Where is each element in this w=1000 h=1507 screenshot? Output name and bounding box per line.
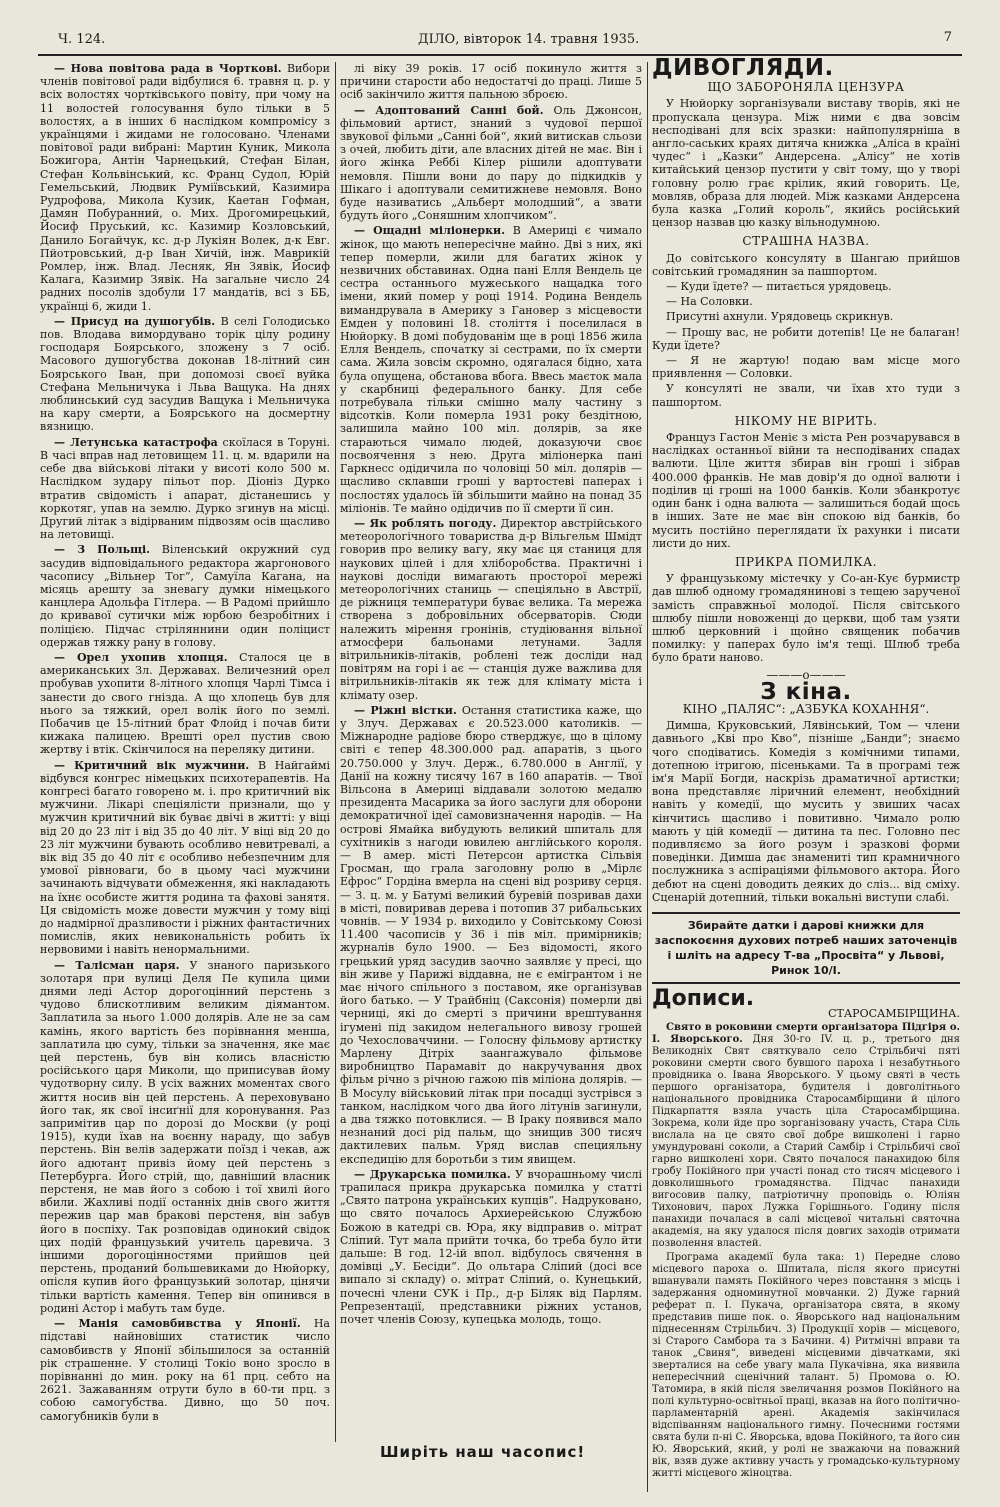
news-headline: — Друкарська помилка. (354, 1167, 511, 1181)
news-text: скоїлася в Торуні. В часі вправ над летовищем 11. ц. м. вдарили на себе два військові літаки у висоті коло 500 м. Наслідком зудару пільот пор. Діоніз Дурко втратив свідомість і апарат, дістанешись у коркотяг, упав на землю. Дурко згинув на місці. Другий літак з відірваним підвозям осів щасливо на летовищі. (40, 435, 330, 542)
news-headline: — Орел ухопив хлопця. (54, 650, 228, 664)
news-headline: — Як роблять погоду. (354, 516, 497, 530)
news-item (40, 543, 330, 649)
news-item (340, 224, 642, 514)
curiosity-title: ПРИКРА ПОМИЛКА. (734, 554, 878, 569)
curiosity-paragraph: Присутні ахнули. Урядовець скрикнув. (666, 310, 894, 324)
news-item (340, 104, 642, 223)
news-text: В селі Голодисько пов. Влодава вимордувано торік цілу родину господаря Боярського, зложену з 7 осіб. Масового душогубства доконав 18-літний син Боярського Іван, при допомозі своєї вуйка Стефана Мельничука і Льва Ващука. На днях люблинський суд засудив Ващука і Мельничука на кару смерти, а Боярського на досмертну вязницю. (40, 314, 330, 434)
curiosity-paragraph: До совітського консуляту в Шангаю прийшов совітський громадянин за пашпортом. (652, 251, 960, 278)
news-text: В Америці є чимало жінок, що мають непересічне майно. Дві з них, які тепер померли, жили для багатих жінок у незвичних обставинах. Одна пані Елля Вендель це сестра останнього мужеського нащадка того імени, який помер у році 1914. Родина Вендель вимандрувала в Америку з Гановер з місцевости Емден у половині 18. століття і поселилася в Нюйорку. В домі побудованім ще в році 1856 жила Елля Вендель, спочатку зі сестрами, по їх смерти сама. Жила зовсім скромно, одягалася бідно, хата була опущена, обстанова вбога. Ввесь маєток мала у скарбниці федерального банку. Для себе потребувала тільки смішно малу частину з відсотків. Коли померла 1931 року бездітною, залишила майно 100 міл. долярів, за яке стараються чимало людей, доказуючи своє посвоячення з нею. Друга міліонерка пані Гаркнесс одідичила по чоловіці 50 міл. долярів — щасливо склавши гроші у вартостеві паперах і послостях удалось їй збільшити майно на понад 35 міліонів. Те майно одідичив по її смерти її син. (340, 224, 643, 515)
section-title-cinema: З кіна. (760, 678, 852, 705)
news-item (340, 1168, 642, 1326)
news-headline: — Ощадні міліонерки. (354, 224, 506, 238)
news-item (40, 1317, 330, 1423)
column-rule (335, 62, 336, 1442)
news-text: Оль Джонсон, фільмовий артист, знаний з чудової першої звукової фільми „Санні бой“, який витискав сльози з очей, любить діти, але власних дітей не має. Він і його жінка Реббі Кілер рішили адоптувати немовля. Пішли вони до пару до підкидків у Шікаго і адоптували семитижневе немовля. Воно буде називатись „Альберт молодший“, а звати будуть його „Соняшним хлопчиком“. (340, 103, 642, 223)
curiosity-title: ЩО ЗАБОРОНЯЛА ЦЕНЗУРА (707, 80, 905, 95)
curiosity-paragraph: Француз Гастон Меніє з міста Рен розчарувався в наслідках останньої війни та несподіваних спадах валюти. Ціле життя збирав він гроші і зібрав 400.000 франків. Не мав довір'я до одної валюти і поділив ці гроші на 1000 банків. Коли збанкротує один банк і одна валюта — залишиться бодай щось в інших. Зате не має він спокою від банків, бо мусить постійно переглядати їх рахунки і писати листи до них. (652, 431, 960, 550)
curiosity-paragraph: У французькому містечку у Со-ан-Кує бурмистр дав шлюб одному громадянинові з тещею зарученої замість справжньої молодої. Після світського шлюбу пішли новоженці до церкви, щоб там узяти шлюб церковний і щойно священик побачив помилку: у паперах було ім'я тещі. Шлюб треба було брати наново. (652, 572, 960, 665)
news-headline: Свято в роковини смерти організатора Підгіря о. І. Яворського. (652, 1022, 960, 1046)
news-item (40, 315, 330, 434)
news-text: Дня 30-го IV. ц. р., третього дня Великодніх Свят святкувало село Стрільбичі пяті роковини смерти свого бувшого пароха і незабутнього провідника о. Івана Яворського. У цьому святі в честь першого організатора, будителя і довголітнього національного провідника Старосамбірщини й цілого Підкарпаття взяла участь ціла Старосамбірщина. Зокрема, коли йде про зорганізовану участь, Стара Сіль вислала на це свято свої добре вишколені і гарно умундуровані соколи, а Старий Самбір і Стрільбичі свої гарно вишколені хори. Свято почалося панахидою біля гробу Покійного при участі понад сто тисяч місцевого і довколишнього громадянства. Підчас панахиди вигосовив палку, патріотичну проповідь о. Юліян Тихонович, парох Лужка Горішнього. Годину після панахиди почалася в салі місцевої читальні святочна академія, на яку удалося після довгих заходів отримати позволення властей. (652, 1034, 960, 1250)
region-heading: СТАРОСАМБІРЩИНА. (828, 1007, 960, 1021)
news-headline: — Манія самовбивства у Японії. (54, 1317, 301, 1331)
news-item (40, 62, 330, 313)
news-headline: — Ріжні вістки. (354, 703, 457, 717)
curiosity-paragraph: — Куди їдете? — питається урядовець. (666, 280, 892, 294)
column-right (652, 55, 960, 1492)
news-headline: — З Польщі. (54, 543, 151, 557)
section-title-curiosities: ДИВОГЛЯДИ. (652, 55, 834, 81)
film-title: КІНО „ПАЛЯС“: „АЗБУКА КОХАННЯ“. (682, 701, 930, 716)
curiosity-paragraph: — Я не жартую! подаю вам місце мого приявлення — Соловки. (652, 354, 960, 381)
reports-list (652, 1022, 960, 1480)
curiosity-paragraph: У консуляті не звали, чи їхав хто туди з пашпортом. (652, 382, 960, 409)
news-headline: — Летунська катастрофа (54, 435, 218, 449)
page-header (38, 28, 962, 56)
news-text: В Найгаймі відбувся конгрес німецьких психотерапевтів. На конгресі багато говорено м. і. про критичний вік мужчини. Лікарі спеціялісти признали, що у мужчин критичний вік буває двічі в житті: у віці від 20 до 23 літ і від 35 до 40 літ. У віці від 20 до 23 літ мужчини бувають особливо невитревалі, а вік від 35 до 40 літ є особливо небезпечним для умової рівноваги, бо в цьому часі мужчини зачинають відчувати обмеження, які накладають на їхнє особисте життя родина та фахові занятя. Ця свідомість може довести мужчин у тому віці до надмірної дразливости і ріжних фантастичних помислів, яких невикональність робить їх нервовими і навіть ненормальними. (40, 758, 330, 957)
curiosity-paragraph: У Нюйорку зорганізували виставу творів, які не пропускала цензура. Між ними є два зовсім несподівані для всіх зразки: найпопулярніша в англо-саських краях дитяча книжка „Аліса в країні чудес“ і „Казки“ Андерсена. „Алісу“ не хотів китайський цензор пустити у світ тому, що у творі головну ролю грає крілик, який говорить. Це, мовляв, образа для людей. Між казками Андерсена була казка „Голий король“, якийсь російський цензор назвав цю казку вільнодумною. (652, 97, 960, 230)
news-item (340, 517, 642, 702)
curiosities-list (652, 81, 960, 664)
news-item (652, 1252, 960, 1480)
footer-slogan: Ширіть наш часопис! (380, 1443, 586, 1461)
news-item (40, 759, 330, 957)
film-review: Димша, Круковський, Лявінський, Том — члени давнього „Кві про Кво“, пізніше „Банди“; знаємо чого сподіватись. Комедія з комічними типами, дотепною ітригою, пісеньками. Та в програмі теж ім'я Марії Богди, наскрізь драматичної артистки; вона представляє ліричний елемент, необхідний навіть у комедії, що мусить у звиших часах кінчитись щасливо і повитивно. Чимало ролю мають у цій комедії — дитина та пес. Головно пес подивляємо за його розум і зразкові форми поведінки. Димша дає знамениті тип крамничного послужника з аспіраціями фільмового актора. Його дебют на сцені доводить деяких до сліз... від сміху. Сценарій дотепний, тільки вокальні виступи слабі. (652, 719, 960, 904)
news-text: Директор австрійського метеорологічного товариства д-р Вільгельм Шмідт говорив про велику вагу, яку має ця станиця для наукових цілей і для хліборобства. Практичні і наукові досліди вимагають просторої мережі метеорологічних станиць — спеціяльно в Австрії, де ріжниця температури буває велика. Та мережа створена з добровільних обсерваторів. Сюди належить мірення гронінів, студіювання вільної атмосфери бальонами летунами. Задля вітрильників-літаків, роблені теж досліди над повітрям на горі і ає — станція дуже важлива для вітрильників-літаків як теж для клімату міста і клімату озер. (340, 516, 642, 702)
news-headline: — Адоптований Санні бой. (354, 103, 544, 117)
page-number: 7 (943, 30, 952, 45)
news-text: Сталося це в американських Зл. Державах. Величезний орел пробував ухопити 8-літного хлопця Чарлі Тімса і занести до свого гнізда. А що хлопець був для нього за тяжкий, орел волік його по землі. Побачив це 15-літний брат Флойд і почав бити кижака палицею. Врешті орел пустив свою жертву і втік. Скінчилося на переляку дитини. (40, 650, 330, 757)
news-item (340, 704, 642, 1166)
news-text: На підставі найновіших статистик число самовбивств у Японії збільшилося за останній рік страшенне. У столиці Токіо воно зросло в порівнанні до мин. року на 61 прц. себто на 2621. Зажаванням отрути було в 60-ти прц. з собою самогубства. Дивно, що 50 поч. самогубників були в (40, 1317, 330, 1423)
issue-number: Ч. 124. (58, 32, 106, 47)
news-text: Остання статистика каже, що у Злуч. Державах є 20.523.000 католиків. — Міжнародне радіове бюро стверджує, що в цілому світі є тепер 48.300.000 рад. апаратів, з цього 20.750.000 у Злуч. Держ., 6.780.000 в Англії, у Данії на кожну тисячу 167 в 160 апаратів. — Твої Вільсона в Америці віддавали золотою медалю президента Масарика за його заслуги для оборони демократичної ідеї самовизначення народів. — На острові Ямайка вибудують великий шпиталь для сухітників з нагоди ювилею англійського короля. — В амер. місті Петерсон артистка Сільвія Гросман, що грала заголовну ролю в „Мірлє Ефрос“ Гордіна вмерла на сцені від розриву серця. — З. ц. м. у Батумі великий буревій позривав дахи в місті, повиривав дерева і потопив 37 рибальських човнів. — У 1934 р. виходило у Совітському Союзі 11.400 часописів у 36 і пів міл. примірників; журналів було 1900. — Без відомості, якого грецький уряд засудив заочно заявляє у пресі, що він живе у Парижі віддавна, не є емігрантом і не має нічого спільного з поставом, яке організував його батько. — У Трайбніц (Саксонія) померли дві черниці, які до смерті з причини врештування ігумені під закидом нелегального вивозу грошей до Чехословаччини. — Голосну фільмову артистку Марлену Дітріх заангажувало фільмове виробництво Парамавіт до накручування двох фільм річно з річною гажою пів міліона долярів. — В Мосулу військовий літак при посадці зустрівся з танком, наслідком чого два його літунів загинули, а два тяжко потовклися. — В Іраку появився мало незнаний досі рід пальм, що знищив 300 тисяч дактилевих пальм. Уряд вислав специяльну експедицію для боротьби з тим явищем. (340, 703, 642, 1166)
curiosity-title: СТРАШНА НАЗВА. (742, 234, 870, 249)
curiosity-paragraph: — Прошу вас, не робити дотепів! Це не балаган! Куди їдете? (652, 325, 960, 352)
news-text: Віленський окружний суд засудив відповідального редактора жаргонового часопису „Вільнер Тог“, Самуїла Кагана, на місяць арешту за зневагу думки німецького канцлера Адольфа Гітлера. — В Радомі прийшло до кривавої сутички між юрбою безробітних і поліцією. Підчас стріляннини один поліцист одержав тяжку рану в голову. (40, 543, 330, 649)
news-headline: — Присуд на душогубів. (54, 314, 216, 328)
news-item (652, 1022, 960, 1250)
news-headline: — Талісман царя. (54, 958, 180, 972)
divider: ———o——— (766, 667, 846, 682)
news-text: лі віку 39 років. 17 осіб покинуло життя з причини старости або недостатчі до праці. Лише 5 осіб закінчило життя пальною зброєю. (340, 62, 642, 102)
news-headline: — Нова повітова рада в Чорткові. (54, 62, 282, 75)
curiosity-paragraph: — На Соловки. (666, 295, 753, 309)
column-left (40, 62, 330, 1423)
news-item (40, 651, 330, 757)
news-item (40, 959, 330, 1315)
appeal-box: Збирайте датки і дарові книжки для заспокоєння духових потреб наших заточенців і шліть на адресу Т-ва „Просвіта“ у Львові, Ринок 10/І. (652, 912, 960, 984)
section-title-reports: Дописи. (652, 985, 755, 1011)
news-text: Програма академії була така: 1) Передне слово місцевого пароха о. Шпитала, після якого присутні вшанували память Покійного через повстання з місць і задержання одноминутної мовчанки. 2) Дуже гарний реферат п. І. Пукача, організатора свята, в якому представив пише пок. о. Яворського над національним піднесенням Стрільбич. 3) Продукції хорів — місцевого, зі Старого Самбора та з Бачини. 4) Ритмічні вправи та танок „Свиня“, виведені місцевими дівчатками, які зверталися на себе увагу мала Пукачівна, яка виявила непересічний сценічний талант. 5) Промова о. Ю. Татомира, в якій після звеличання розмов Покійного на полі культурно-освітньої праці, вказав на його політично-парламентарній арені. Академія закінчилася відспіванням національного гимну. Почесними гостями свята були п-ні С. Яворська, вдова Покійного, та його син Ю. Яворський, який, у ролі не зважаючи на поважний вік, взяв дуже активну участь у громадсько-культурному житті місцевого жіноцтва. (652, 1252, 960, 1480)
news-headline: — Критичний вік мужчини. (54, 758, 250, 772)
column-middle (340, 62, 642, 1442)
column-rule (647, 62, 648, 1492)
news-item (340, 62, 642, 102)
news-text: У вчорашньому числі трапилася прикра друкарська помилка у статті „Свято патрона українських купців“. Надруковано, що свято почалось Архиерейською Службою Божою в катедрі св. Юра, яку відправив о. мітрат Сліпий. Тут мала прийти точка, бо треба було йти дальше: В год. 12-ій впол. відбулось свячення в домівці „У. Бесіди“. До ольтара Сліпий (досі все випало зі складу) о. мітрат Сліпий, о. Кунецький, почесні члени СУК і Пр., д-р Біляк від Парлям. Репрезентації, представники ріжних установ, почет членів Союзу, купецька молодь, тощо. (340, 1167, 642, 1327)
news-text: У знаного паризького золотаря при вулиці Деля Пе купила цими днями леді Астор дорогоцінний перстень з чудово блискотливим великим діямантом. Заплатила за нього 1.000 долярів. Але не за сам камінь, якого вартість без порівнання менша, заплатила цю суму, тільки за значення, яке має цей перстень, був він колись власністю російського царя Миколи, що приписував йому чудотворну силу. В усіх важних моментах свого життя носив він цей перстень. А переховувано його так, як свої інсиґнії для коронування. Раз запримітив цар по дорозі до Москви (у році 1915), куди їхав на воєнну нараду, що забув перстень. Він велів задержати поїзд і чекав, аж його адютант привіз йому цей перстень з Петербурга. Його стрій, що, давніший власник перстеня, не мав його з собою і тої хвилі його вбили. Жахливі події останніх днів свого життя пережив цар мав бракові перстеня, він забув його в поспіху. Так розповідав одинокий свідок цих подій французький учитель царевича. З іншими дорогоцінностями прийшов цей перстень, проданий большевиками до Нюйорку, опісля купив його французький золотар, цінячи тільки вартість камення. Тепер він опинився в родині Астор і мабуть там буде. (40, 958, 330, 1315)
curiosity-title: НІКОМУ НЕ ВІРИТЬ. (734, 413, 878, 428)
news-text: Вибори членів повітової ради відбулися 6. травня ц. р. у всіх волостях чортківського повіту, при чому на 11 волостей голосування було тільки в 5 волостях, а в інших 6 наслідком компромісу з українцями і жидами не голосовано. Членами повітової ради вибрані: Мартин Куник, Микола Божигора, Антін Чарнецький, Стефан Білан, Стефан Кольвінський, кс. Франц Судол, Юрій Гемельський, Людвик Руміївський, Казимира Рудрофова, Микола Кузик, Каетан Гофман, Дамян Побуранний, о. Мих. Дрогомирецький, Йосиф Пруський, кс. Казимир Козловський, Данило Богайчук, кс. д-р Лукіян Волек, д-к Евг. Пйотровський, д-р Іван Хичій, інж. Маврикій Ромлер, інж. Влад. Лесняк, Ян Зявік, Йосиф Калага, Казимир Зявік. На загальне число 24 радних посолів здобули 17 мандатів, всі з ББ, українці 6, жиди 1. (40, 62, 330, 313)
masthead-date: ДІЛО, вівторок 14. травня 1935. (418, 32, 640, 47)
news-item (40, 436, 330, 542)
